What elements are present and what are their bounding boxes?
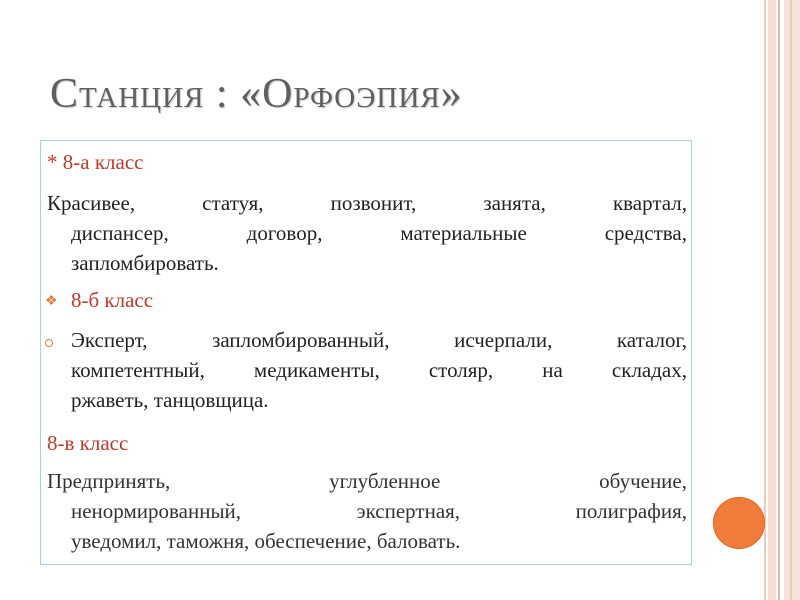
text-line: диспансер, договор, материальные средства, <box>71 221 687 245</box>
text-line: ненормированный, экспертная, полиграфия, <box>71 499 687 523</box>
section-body-8b <box>47 325 687 415</box>
decor-stripe <box>784 0 800 600</box>
section-body-8v <box>47 466 687 556</box>
section-heading-8v: 8-в класс <box>47 431 129 455</box>
decor-circle <box>713 497 765 549</box>
text-line: Красивее, статуя, позвонит, занята, квартал, <box>47 191 687 215</box>
text-line: запломбировать. <box>71 251 219 275</box>
section-heading-8b: 8-б класс <box>71 288 154 312</box>
text-line: уведомил, таможня, обеспечение, баловать. <box>71 529 461 553</box>
decor-stripe <box>768 0 776 600</box>
text-line: Эксперт, запломбированный, исчерпали, каталог, <box>71 328 687 352</box>
decor-stripe <box>764 0 766 600</box>
text-line: Предпринять, углубленное обучение, <box>47 469 687 493</box>
section-heading-8a: * 8-а класс <box>47 150 144 174</box>
decor-stripe <box>790 0 792 600</box>
section-body-8a <box>47 188 687 278</box>
text-line: компетентный, медикаменты, столяр, на складах, <box>71 358 687 382</box>
slide-title: Станция : «Орфоэпия» <box>50 71 463 117</box>
decor-stripe <box>778 0 780 600</box>
text-line: ржаветь, танцовщица. <box>71 388 269 412</box>
diamond-bullet-icon: ❖ <box>45 294 58 309</box>
